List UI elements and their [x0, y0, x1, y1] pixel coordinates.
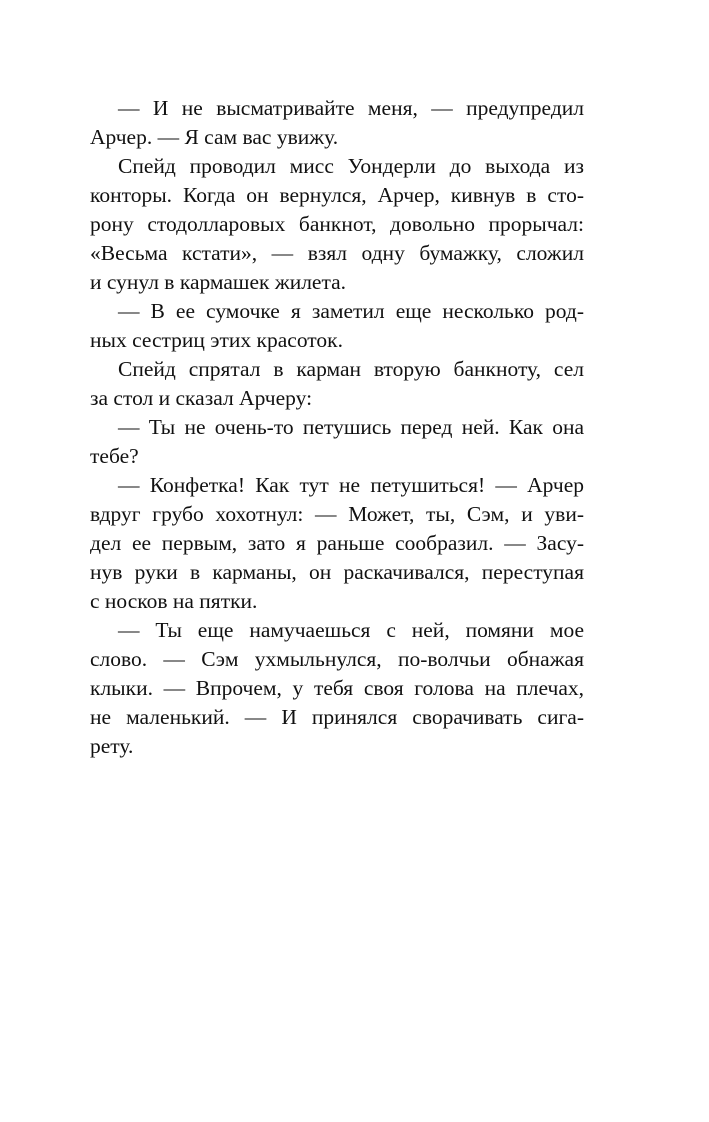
text-line: — Конфетка! Как тут не петушиться! — Арчер [118, 473, 584, 497]
text-line: конторы. Когда он вернулся, Арчер, кивнув в сто- [90, 183, 584, 207]
text-line: — Ты еще намучаешься с ней, помяни мое [118, 618, 584, 642]
text-line: вдруг грубо хохотнул: — Может, ты, Сэм, и уви- [90, 502, 584, 526]
text-line: ных сестриц этих красоток. [90, 328, 343, 352]
text-line: «Весьма кстати», — взял одну бумажку, сложил [90, 241, 584, 265]
text-line: — Ты не очень-то петушись перед ней. Как она [118, 415, 584, 439]
text-line: не маленький. — И принялся сворачивать сига- [90, 705, 584, 729]
text-line: — В ее сумочке я заметил еще несколько род- [118, 299, 584, 323]
text-line: Спейд проводил мисс Уондерли до выхода из [118, 154, 584, 178]
text-line: с носков на пятки. [90, 589, 258, 613]
text-line: — И не высматривайте меня, — предупредил [118, 96, 584, 120]
text-line: рету. [90, 734, 134, 758]
text-line: рону стодолларовых банкнот, довольно прорычал: [90, 212, 584, 236]
text-line: дел ее первым, зато я раньше сообразил. — Засу- [90, 531, 584, 555]
text-line: слово. — Сэм ухмыльнулся, по-волчьи обнажая [90, 647, 584, 671]
text-line: и сунул в кармашек жилета. [90, 270, 347, 294]
text-body [90, 94, 584, 761]
text-line: клыки. — Впрочем, у тебя своя голова на плечах, [90, 676, 584, 700]
text-line: Спейд спрятал в карман вторую банкноту, сел [118, 357, 584, 381]
text-line: Арчер. — Я сам вас увижу. [90, 125, 339, 149]
text-line: нув руки в карманы, он раскачивался, переступая [90, 560, 584, 584]
text-line: за стол и сказал Арчеру: [90, 386, 313, 410]
text-line: тебе? [90, 444, 139, 468]
